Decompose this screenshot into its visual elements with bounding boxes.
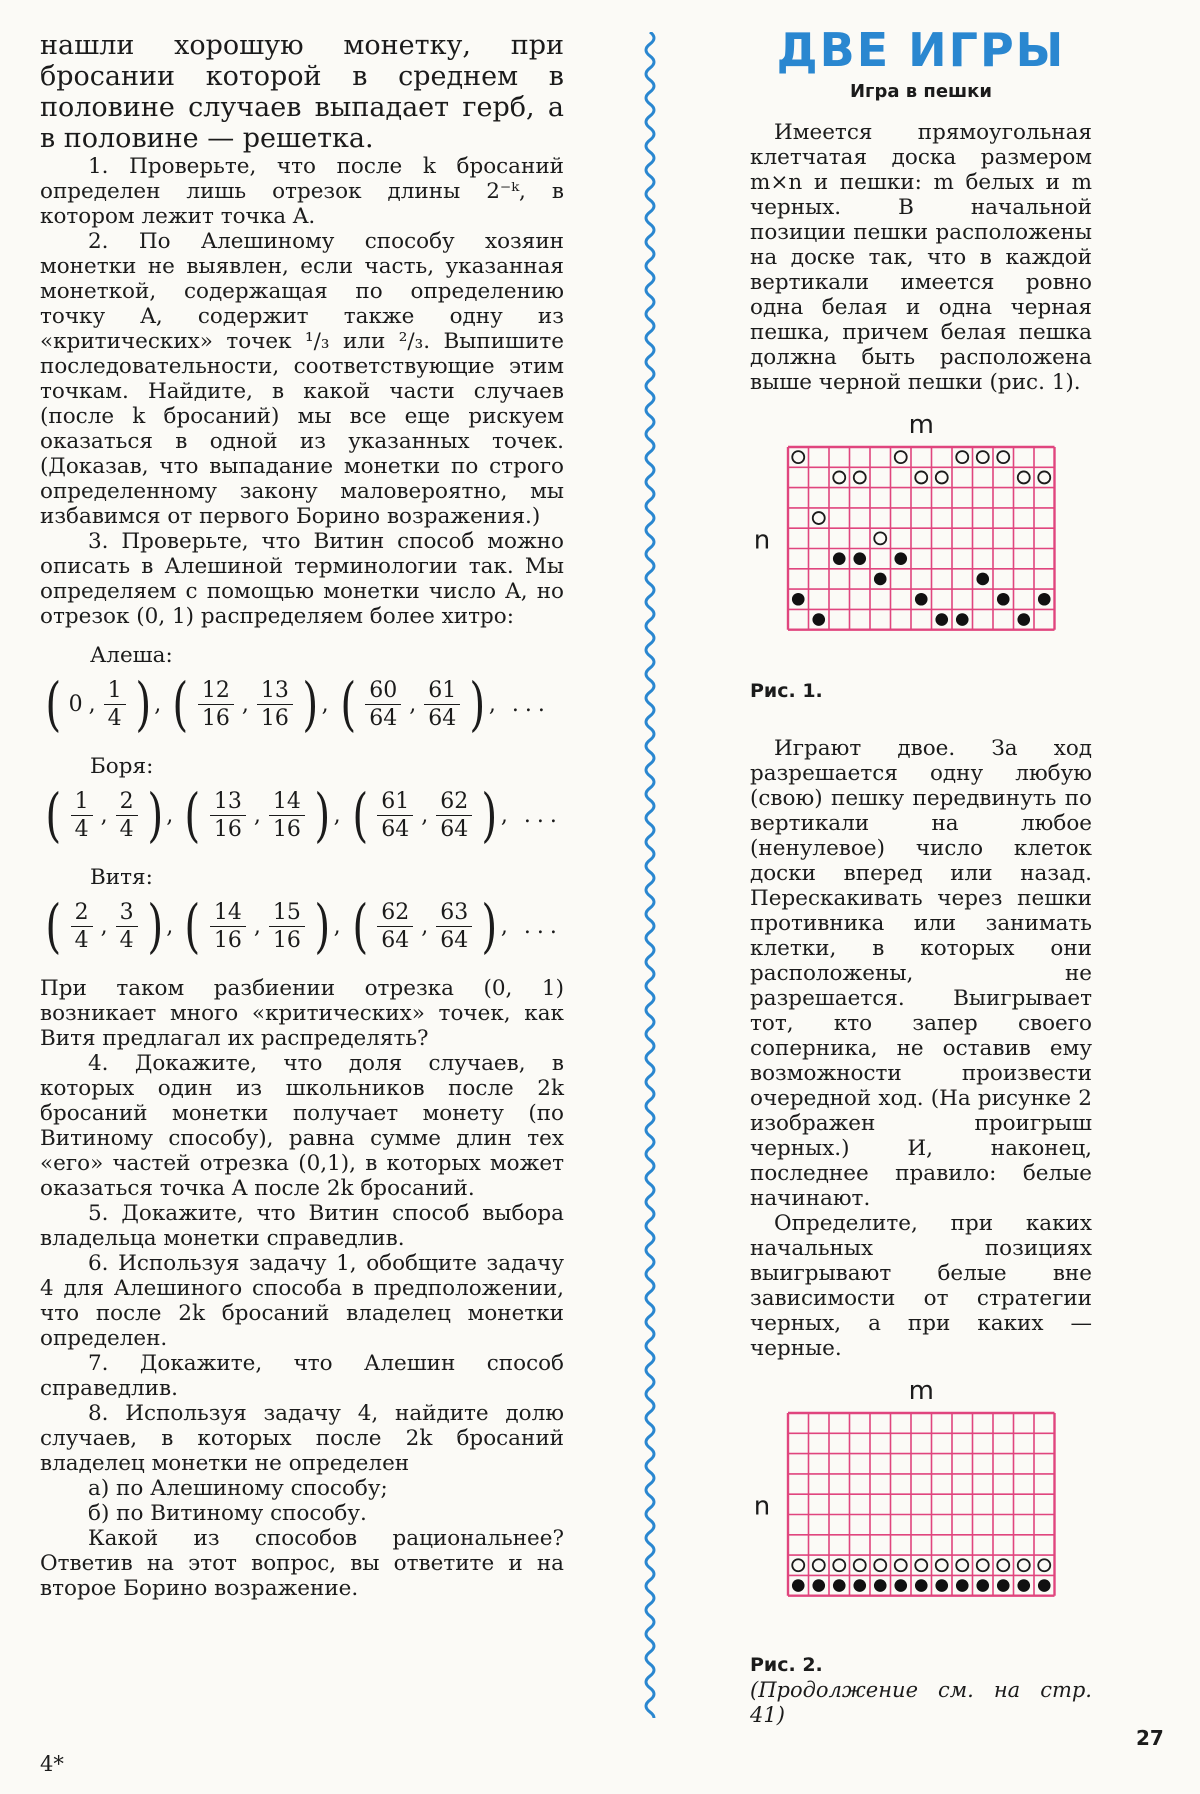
ellipsis: ... xyxy=(523,802,563,828)
white-pawn xyxy=(833,1559,845,1571)
black-pawn xyxy=(1038,1579,1051,1592)
intro-paragraph: нашли хорошую монетку, при бросании которой в среднем в половине случаев выпадает герб, а в половине — решетка. xyxy=(40,30,564,154)
white-pawn xyxy=(874,1559,886,1571)
black-pawn xyxy=(915,1579,928,1592)
white-pawn xyxy=(915,471,927,483)
problem-8: 8. Используя задачу 4, найдите долю случаев, в которых после 2k бросаний владелец монетки не определен xyxy=(40,1401,564,1476)
black-pawn xyxy=(874,573,887,586)
black-pawn xyxy=(833,1579,846,1592)
black-pawn xyxy=(997,1579,1010,1592)
black-pawn xyxy=(792,1579,805,1592)
interval: ( 0 , 1 4 ) , xyxy=(45,670,162,738)
white-pawn xyxy=(956,451,968,463)
page-number-left: 4* xyxy=(40,1752,64,1776)
white-pawn xyxy=(813,1559,825,1571)
problem-3: 3. Проверьте, что Витин способ можно описать в Алешиной терминологии так. Мы определяем с помощью монетки число A, но отрезок (0, 1) распределяем более хитро: xyxy=(40,529,564,629)
white-pawn xyxy=(977,451,989,463)
fraction-row-vitya xyxy=(40,890,564,962)
continuation-note: (Продолжение см. на стр. 41) xyxy=(750,1678,1092,1727)
question-paragraph: Определите, при каких начальных позициях выигрывают белые вне зависимости от стратегии черных, а при каких — черные. xyxy=(750,1211,1092,1361)
ellipsis: ... xyxy=(511,691,551,717)
white-pawn xyxy=(1038,1559,1050,1571)
white-pawn xyxy=(997,1559,1009,1571)
black-pawn xyxy=(792,593,805,606)
black-pawn xyxy=(874,1579,887,1592)
problem-7: 7. Докажите, что Алешин способ справедлив. xyxy=(40,1351,564,1401)
article-subtitle: Игра в пешки xyxy=(849,81,992,102)
black-pawn xyxy=(833,552,846,565)
white-pawn xyxy=(956,1559,968,1571)
black-pawn xyxy=(1017,613,1030,626)
white-pawn xyxy=(1038,471,1050,483)
interval: ( 60 64 , 61 64 ) , xyxy=(339,670,496,738)
white-pawn xyxy=(854,471,866,483)
problem-1: 1. Проверьте, что после k бросаний определен лишь отрезок длины 2⁻ᵏ, в котором лежит точка A. xyxy=(40,154,564,229)
black-pawn xyxy=(935,1579,948,1592)
interval: ( 12 16 , 13 16 ) , xyxy=(172,670,329,738)
white-pawn xyxy=(895,1559,907,1571)
white-pawn xyxy=(936,471,948,483)
problem-5: 5. Докажите, что Витин способ выбора владельца монетки справедлив. xyxy=(40,1201,564,1251)
white-pawn xyxy=(854,1559,866,1571)
black-pawn xyxy=(812,613,825,626)
black-pawn xyxy=(894,1579,907,1592)
fraction-row-borya xyxy=(40,779,564,851)
interval: ( 2 4 , 3 4 ) , xyxy=(45,892,174,960)
problem-4: 4. Докажите, что доля случаев, в которых один из школьников после 2k бросаний монетки получает монету (по Витиному способу), равна сумме длин тех «его» частей отрезка (0,1), в которых может оказаться точка A после 2k бросаний. xyxy=(40,1051,564,1201)
white-pawn xyxy=(813,512,825,524)
label-alesha: Алеша: xyxy=(90,643,173,668)
black-pawn xyxy=(956,613,969,626)
axis-label-m: m xyxy=(908,1377,934,1406)
axis-label-n: n xyxy=(753,1491,771,1522)
axis-label-m: m xyxy=(908,411,934,440)
black-pawn xyxy=(915,593,928,606)
figure-2-caption: Рис. 2. xyxy=(750,1654,823,1676)
problem-6: 6. Используя задачу 1, обобщите задачу 4 для Алешиного способа в предположении, что после 2k бросаний владелец монетки определен. xyxy=(40,1251,564,1351)
figure-2 xyxy=(750,1377,1092,1637)
wavy-divider xyxy=(641,32,659,1718)
page-number-right: 27 xyxy=(1136,1726,1164,1750)
problem-2: 2. По Алешиному способу хозяин монетки не выявлен, если часть, указанная монеткой, содержащая по определению точку A, содержит также одну из «критических» точек ¹/₃ или ²/₃. Выпишите последовательности, соответствующие этим точкам. Найдите, в какой части случаев (после k бросаний) мы все еще рискуем оказаться в одной из указанных точек. (Доказав, что выпадание монетки по строго определенному закону маловероятно, мы избавимся от первого Борино возражения.) xyxy=(40,229,564,529)
article-title: ДВЕ ИГРЫ xyxy=(776,23,1066,77)
white-pawn xyxy=(915,1559,927,1571)
white-pawn xyxy=(1018,1559,1030,1571)
figure-1-caption: Рис. 1. xyxy=(750,680,823,702)
black-pawn xyxy=(853,1579,866,1592)
interval: ( 1 4 , 2 4 ) , xyxy=(45,781,174,849)
white-pawn xyxy=(792,451,804,463)
black-pawn xyxy=(1038,593,1051,606)
closing-paragraph: Какой из способов рациональнее? Ответив на этот вопрос, вы ответите и на второе Борино возражение. xyxy=(40,1526,564,1601)
rules-paragraph-1: Имеется прямоугольная клетчатая доска размером m×n и пешки: m белых и m черных. В начальной позиции пешки расположены на доске так, что в каждой вертикали имеется ровно одна белая и одна черная пешка, причем белая пешка должна быть расположена выше черной пешки (рис. 1). xyxy=(750,120,1092,395)
white-pawn xyxy=(895,451,907,463)
left-column xyxy=(40,30,564,1601)
white-pawn xyxy=(936,1559,948,1571)
black-pawn xyxy=(853,552,866,565)
white-pawn xyxy=(1018,471,1030,483)
black-pawn xyxy=(956,1579,969,1592)
label-vitya: Витя: xyxy=(90,865,153,890)
board-diagram-2 xyxy=(750,1377,1092,1637)
board-diagram-1 xyxy=(750,411,1092,671)
white-pawn xyxy=(977,1559,989,1571)
black-pawn xyxy=(976,573,989,586)
black-pawn xyxy=(812,1579,825,1592)
right-column xyxy=(750,23,1092,1728)
interval: ( 14 16 , 15 16 ) , xyxy=(184,892,341,960)
black-pawn xyxy=(997,593,1010,606)
problem-8b: б) по Витиному способу. xyxy=(88,1501,367,1526)
ellipsis: ... xyxy=(523,913,563,939)
black-pawn xyxy=(894,552,907,565)
interval: ( 13 16 , 14 16 ) , xyxy=(184,781,341,849)
interval: ( 61 64 , 62 64 ) , xyxy=(351,781,508,849)
white-pawn xyxy=(833,471,845,483)
label-borya: Боря: xyxy=(90,754,154,779)
black-pawn xyxy=(976,1579,989,1592)
fraction-row-alesha xyxy=(40,668,564,740)
axis-label-n: n xyxy=(753,525,771,556)
white-pawn xyxy=(874,532,886,544)
rules-paragraph-2: Играют двое. За ход разрешается одну любую (свою) пешку передвинуть по вертикали на любое (ненулевое) число клеток доски вперед или назад. Перескакивать через пешки противника или занимать клетки, в которых они расположены, не разрешается. Выигрывает тот, кто запер своего соперника, не оставив ему возможности произвести очередной ход. (На рисунке 2 изображен проигрыш черных.) И, наконец, последнее правило: белые начинают. xyxy=(750,736,1092,1211)
white-pawn xyxy=(997,451,1009,463)
problem-8a: а) по Алешиному способу; xyxy=(88,1476,388,1501)
paragraph-after-fractions: При таком разбиении отрезка (0, 1) возникает много «критических» точек, как Витя предлагал их распределять? xyxy=(40,976,564,1051)
white-pawn xyxy=(792,1559,804,1571)
black-pawn xyxy=(1017,1579,1030,1592)
interval: ( 62 64 , 63 64 ) , xyxy=(351,892,508,960)
black-pawn xyxy=(935,613,948,626)
figure-1 xyxy=(750,411,1092,671)
